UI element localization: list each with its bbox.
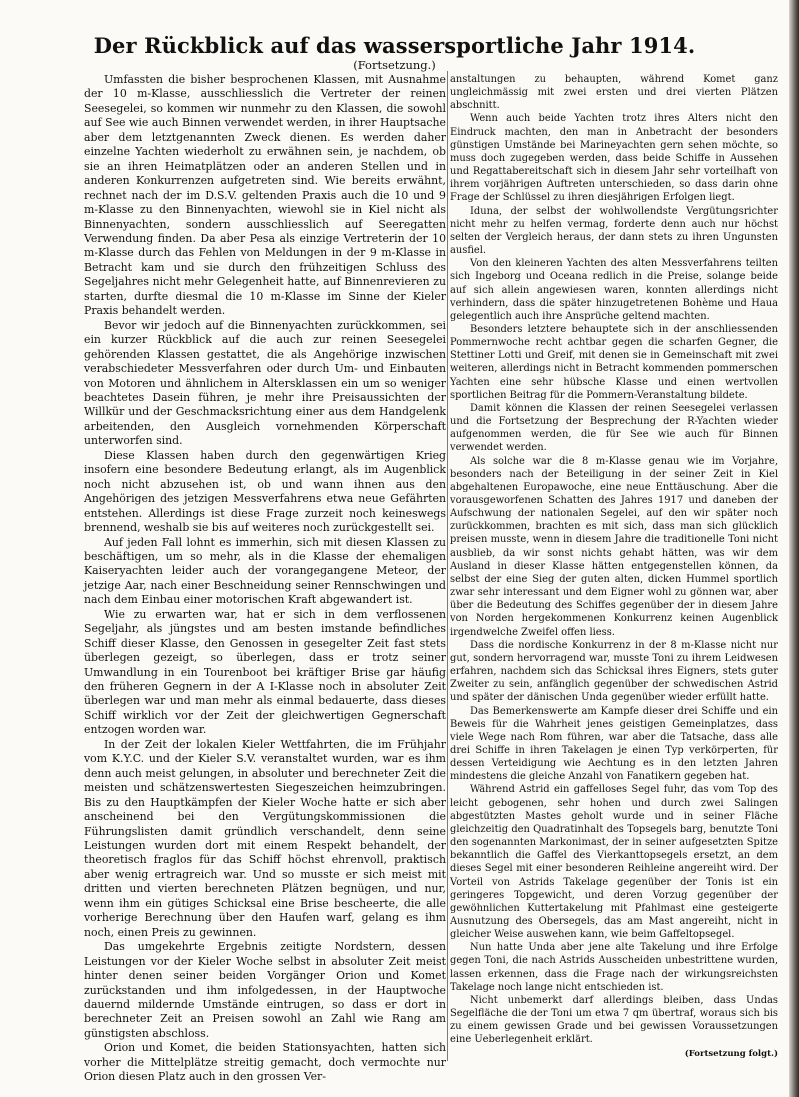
- paragraph: Nun hatte Unda aber jene alte Takelung und ihre Erfolge gegen Toni, die nach Astrids Ausscheiden unbestrittene wurden, lassen erkennen, dass die Frage nach der wirkungsreichsten Takelage noch lange nicht entschieden ist.: [450, 942, 778, 993]
- article-title: Der Rückblick auf das wassersportliche Jahr 1914.: [93, 33, 696, 58]
- paragraph: Das umgekehrte Ergebnis zeitigte Nordstern, dessen Leistungen vor der Kieler Woche selbst in absoluter Zeit meist hinter denen seiner beiden Vorgänger Orion und Komet zurückstanden und ihm infolgedessen, in der Hauptwoche dauernd mildernde Umstände eintrugen, so dass er dort in berechneter Zeit an Preisen sowohl an Zahl wie Rang am günstigsten abschloss.: [84, 940, 446, 1040]
- continuation-note: (Fortsetzung folgt.): [684, 1048, 778, 1059]
- article-subtitle: (Fortsetzung.): [353, 58, 436, 72]
- paragraph: Wie zu erwarten war, hat er sich in dem verflossenen Segeljahr, als jüngstes und am besten imstande befindliches Schiff dieser Klasse, den Genossen in gesegelter Zeit fast stets überlegen gezeigt, so überlegen, dass er trotz seiner Umwandlung in ein Tourenboot bei kräftiger Brise gar häufig den früheren Gegnern in der A I-Klasse noch in absoluter Zeit überlegen war und man mehr als einmal bedauerte, dass dieses Schiff wirklich vor der Zeit der gleichwertigen Gegnerschaft entzogen worden war.: [84, 607, 446, 737]
- right-column: [450, 73, 778, 1061]
- column-divider: [447, 71, 448, 1061]
- paragraph: Damit können die Klassen der reinen Seesegelei verlassen und die Fortsetzung der Besprechung der R-Yachten wieder aufgenommen werden, die für See wie auch für Binnen verwendet werden.: [450, 402, 778, 454]
- paragraph: Iduna, der selbst der wohlwollendste Vergütungsrichter nicht mehr zu helfen vermag, forderte denn auch nur höchst selten der Vergleich heraus, der dann stets zu ihren Ungunsten ausfiel.: [450, 205, 778, 257]
- paragraph: Während Astrid ein gaffelloses Segel fuhr, das vom Top des leicht gebogenen, sehr hohen und durch zwei Salingen abgestützten Mastes geholt wurde und in seiner Fläche gleichzeitig den Quadratinhalt des Topsegels barg, benutzte Toni den sogenannten Markonimast, der in seiner aufgesetzten Spitze bekanntlich die Gaffel des Vierkanttopsegels ersetzt, an dem dieses Segel mit einer besonderen Reihleine angereiht wird. Der Vorteil von Astrids Takelage gegenüber der Tonis ist ein geringeres Topgewicht, und deren Vorzug gegenüber der gewöhnlichen Kuttertakelung mit Pfahlmast eine gesteigerte Ausnutzung des Obersegels, das am Mast angereiht, nicht in gleicher Weise auswehen kann, wie beim Gaffeltopsegel.: [450, 784, 778, 941]
- paragraph: Nicht unbemerkt darf allerdings bleiben, dass Undas Segelfläche die der Toni um etwa 7 qm übertraf, woraus sich bis zu einem gewissen Grade und bei gewissen Voraussetzungen eine Ueberlegenheit erklärt.: [450, 994, 778, 1046]
- paragraph: Das Bemerkenswerte am Kampfe dieser drei Schiffe und ein Beweis für die Wahrheit jenes geistigen Gemeinplatzes, dass viele Wege nach Rom führen, war aber die Tatsache, dass alle drei Schiffe in ihren Takelagen je einen Typ verkörperten, für dessen Verteidigung wie Aechtung es in den letzten Jahren mindestens die gleiche Anzahl von Fanatikern gegeben hat.: [450, 705, 778, 783]
- paragraph: Orion und Komet, die beiden Stationsyachten, hatten sich vorher die Mittelplätze streitig gemacht, doch vermochte nur Orion diesen Platz auch in den grossen Ver-: [84, 1041, 446, 1084]
- paragraph: Diese Klassen haben durch den gegenwärtigen Krieg insofern eine besondere Bedeutung erlangt, als im Augenblick noch nicht abzusehen ist, ob und wann ihnen aus den Angehörigen des jetzigen Messverfahrens etwa neue Gefährten entstehen. Allerdings ist diese Frage zurzeit noch keineswegs brennend, weshalb sie bis auf weiteres noch zurückgestellt sei.: [84, 448, 446, 535]
- paragraph: anstaltungen zu behaupten, während Komet ganz ungleichmässig mit zwei ersten und drei vierten Plätzen abschnitt.: [450, 74, 778, 112]
- paragraph: Umfassten die bisher besprochenen Klassen, mit Ausnahme der 10 m-Klasse, ausschliesslich die Vertreter der reinen Seesegelei, so kommen wir nunmehr zu den Klassen, die sowohl auf See wie auch Binnen verwendet werden, in ihrer Hauptsache aber dem letztgenannten Zweck dienen. Es werden daher einzelne Yachten wiederholt zu erwähnen sein, je nachdem, ob sie an ihren Heimatplätzen oder an anderen Stellen und in anderen Konkurrenzen aufgetreten sind. Wie bereits erwähnt, rechnet nach der im D.S.V. geltenden Praxis auch die 10 und 9 m-Klasse zu den Binnenyachten, wiewohl sie in Kiel nicht als Binnenyachten, sondern ausschliesslich auf Seeregatten Verwendung finden. Da aber Pesa als einzige Vertreterin der 10 m-Klasse durch das Fehlen von Meldungen in der 9 m-Klasse in Betracht kam und sie durch den frühzeitigen Schluss des Segeljahres nicht mehr Gelegenheit hatte, auf Binnenrevieren zu starten, durfte diesmal die 10 m-Klasse im Sinne der Kieler Praxis behandelt werden.: [84, 73, 446, 318]
- book-spine-shadow: [789, 0, 799, 1097]
- paragraph: Wenn auch beide Yachten trotz ihres Alters nicht den Eindruck machten, den man in Anbetracht der besonders günstigen Umstände bei Marineyachten gern sehen möchte, so muss doch zugegeben werden, dass beide Schiffe in Aussehen und Regattabereitschaft sich in diesem Jahr sehr vorteilhaft von ihrem vorjährigen Auftreten unterschieden, so dass darin ohne Frage der Schlüssel zu ihren diesjährigen Erfolgen liegt.: [450, 113, 778, 204]
- paragraph: Dass die nordische Konkurrenz in der 8 m-Klasse nicht nur gut, sondern hervorragend war, musste Toni zu ihrem Leidwesen erfahren, nachdem sich das Schicksal ihres Eigners, stets guter Zweiter zu sein, anfänglich gegenüber der schwedischen Astrid und später der dänischen Unda gegenüber wieder erfüllt hatte.: [450, 639, 778, 704]
- paragraph: In der Zeit der lokalen Kieler Wettfahrten, die im Frühjahr vom K.Y.C. und der Kieler S.V. veranstaltet wurden, war es ihm denn auch meist gelungen, in absoluter und berechneter Zeit die meisten und schätzenswertesten Siegeszeichen heimzubringen. Bis zu den Hauptkämpfen der Kieler Woche hatte er sich aber anscheinend bei den Vergütungskommissionen die Führungslisten damit gründlich verschandelt, denn seine Leistungen wurden dort mit einem Respekt behandelt, der theoretisch fraglos für das Schiff höchst ehrenvoll, praktisch aber wenig ertragreich war. Und so musste er sich meist mit dritten und vierten berechneten Plätzen begnügen, und nur, wenn ihm ein gütiges Schicksal eine Brise bescheerte, die alle vorherige Berechnung über den Haufen warf, gelang es ihm noch, einen Preis zu gewinnen.: [84, 737, 446, 939]
- paragraph: Von den kleineren Yachten des alten Messverfahrens teilten sich Ingeborg und Oceana redlich in die Preise, solange beide auf sich allein angewiesen waren, konnten allerdings nicht verhindern, dass die später hinzugetretenen Bohème und Haua gelegentlich auch ihre Ansprüche geltend machten.: [450, 258, 778, 322]
- paragraph: Als solche war die 8 m-Klasse genau wie im Vorjahre, besonders nach der Beteiligung in der seiner Zeit in Kiel abgehaltenen Europawoche, eine neue Enttäuschung. Aber die vorausgeworfenen Schatten des Jahres 1917 und daneben der Aufschwung der nationalen Segelei, auf den wir später noch zurückkommen, brachten es mit sich, dass man sich glücklich preisen musste, wenn in diesem Jahre die traditionelle Toni nicht ausblieb, da wir sonst nichts gehabt hätten, was wir dem Ausland in dieser Klasse hätten entgegenstellen können, da selbst der eine Sieg der guten alten, dicken Hummel sportlich zwar sehr interessant und dem Eigner wohl zu gönnen war, aber über die Bedeutung des Schiffes gegenüber der in diesem Jahre von Norden hergekommenen Konkurrenz keinen Augenblick irgendwelche Zweifel offen liess.: [450, 455, 778, 638]
- paragraph: Besonders letztere behauptete sich in der anschliessenden Pommernwoche recht achtbar gegen die scharfen Gegner, die Stettiner Lotti und Greif, mit denen sie in Gemeinschaft mit zwei weiteren, allerdings nicht in Betracht kommenden pommerschen Yachten eine sehr hübsche Klasse und einen wertvollen sportlichen Beitrag für die Pommern-Veranstaltung bildete.: [450, 323, 778, 401]
- paragraph: Auf jeden Fall lohnt es immerhin, sich mit diesen Klassen zu beschäftigen, um so mehr, als in die Klasse der ehemaligen Kaiseryachten leider auch der vorangegangene Meteor, der jetzige Aar, nach einer Beschneidung seiner Rennschwingen und nach dem Einbau einer motorischen Kraft abgewandert ist.: [84, 535, 446, 607]
- paragraph: Bevor wir jedoch auf die Binnenyachten zurückkommen, sei ein kurzer Rückblick auf die auch zur reinen Seesegelei gehörenden Klassen gestattet, die als Angehörige inzwischen verabschiedeter Messverfahren oder durch Um- und Einbauten von Motoren und ähnlichem in Altersklassen ein um so weniger beachtetes Dasein führen, je mehr ihre Preisaussichten der Willkür und der Geschmacksrichtung einer aus dem Handgelenk arbeitenden, den Ausgleich vornehmenden Körperschaft unterworfen sind.: [84, 318, 446, 448]
- left-column: [84, 73, 446, 1085]
